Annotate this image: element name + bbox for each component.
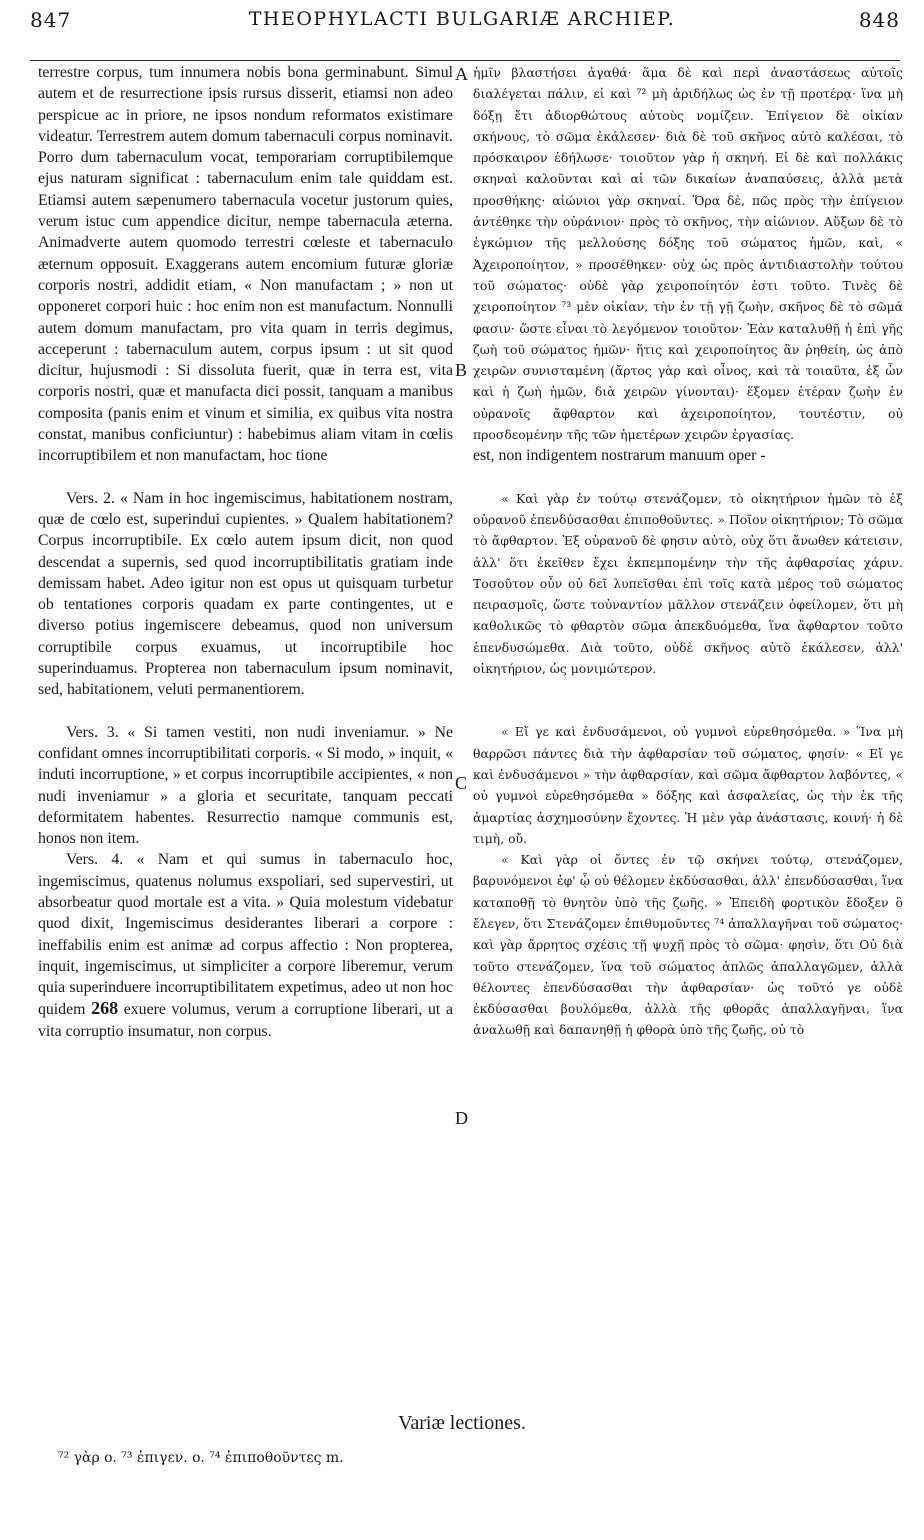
page-number-left: 847 (30, 8, 72, 32)
latin-paragraph-vers-4 (38, 849, 453, 1042)
variant-readings-notes: ⁷² γὰρ o. ⁷³ ἐπιγεν. o. ⁷⁴ ἐπιποθοῦντες m. (58, 1450, 344, 1466)
latin-paragraph-vers-2: Vers. 2. « Nam in hoc ingemiscimus, habitationem nostram, quæ de cœlo est, superindui cupientes. » Qualem habitationem? Corpus incorruptibile. Ex cœlo autem ipsum dicit, non quod descendat a supernis, sed quod incorruptibilitatis gratiam inde demissam habet. Adeo igitur non est opus ut quisquam turbetur ob tentationes corporis quadam ex parte contingentes, ut e diverso potius ingemiscere debeamus, quod non universum corruptibile corpus exuamus, ut incorruptibile hoc superinduamus. Propterea non tabernaculum ipsum nominavit, sed, habitationem, veluti permanentiorem. (38, 489, 453, 699)
running-title: THEOPHYLACTI BULGARIÆ ARCHIEP. (248, 8, 676, 30)
margin-letter-d: D (455, 1108, 468, 1128)
greek-paragraph-3: « Εἴ γε καὶ ἐνδυσάμενοι, οὐ γυμνοὶ εὑρεθησόμεθα. » Ἵνα μὴ θαρρῶσι πάντες διὰ τὴν ἀφθαρσίαν τοῦ σώματος, φησίν· « Εἴ γε καὶ ἐνδυσάμενοι » τὴν ἀφθαρσίαν, καὶ σῶμα ἄφθαρτον λαβόντες, « οὐ γυμνοὶ εὑρεθησόμεθα » δόξης καὶ ἀσφαλείας, ὡς τὴν ἐκ τῆς ἁμαρτίας ἀσχημοσύνην ἔχοντες. Ἡ μὲν γὰρ ἀνάστασις, κοινή· ἡ δὲ τιμὴ, οὔ. (473, 724, 903, 846)
edition-page-number: 268 (91, 998, 119, 1019)
greek-paragraph-4: « Καὶ γὰρ οἱ ὄντες ἐν τῷ σκήνει τούτῳ, στενάζομεν, βαρυνόμενοι ἐφ' ᾧ οὐ θέλομεν ἐκδύσασθαι, ἀλλ' ἐπενδύσασθαι, ἵνα καταποθῇ τὸ θνητὸν ὑπὸ τῆς ζωῆς. » Ἐπειδὴ φορτικὸν ἔδοξεν ὃ ἔλεγεν, ὅτι Στενάζομεν ἐπιθυμοῦντες ⁷⁴ ἀπαλλαγῆναι τοῦ σώματος· καὶ γὰρ ἄρρητος σχέσις τῇ ψυχῇ πρὸς τὸ σῶμα· φησὶν, ὅτι Οὐ διὰ τοῦτο στενάζομεν, ἵνα τοῦ σώματος ἁπλῶς ἀπαλλαγῶμεν, ἀλλὰ θέλοντες ἐπενδύσασθαι τὴν ἀφθαρσίαν· ὡς τοῦτό γε οὐδὲ ἐκδύσασθαι βουλόμεθα, ἀλλὰ τῆς φθορᾶς ἀπαλλαγῆναι, ἵνα ἀναλωθῇ καὶ δαπανηθῇ ἡ φθορὰ ὑπὸ τῆς ζωῆς, οὐ τὸ (473, 852, 903, 1038)
latin-paragraph-vers-4-tail: exuere volumus, verum a corruptione liberari, ut a vita corruptio insumatur, non corpus. (38, 1001, 453, 1040)
header-rule (30, 60, 900, 61)
latin-paragraph-vers-4-text: Vers. 4. « Nam et qui sumus in tabernaculo hoc, ingemiscimus, quatenus nolumus exspoliari, sed supervestiri, ut absorbeatur quod mortale est a vita. » Quia molestum videbatur quod dixit, Ingemiscimus desiderantes liberari a corpore : ineffabilis enim est animæ ad corpus affectio : Non propterea, inquit, ingemiscimus, ut simpliciter a corpore liberemur, verum quia superinduere incorruptibilitatem expetimus, adeo ut non hoc quidem (38, 851, 453, 1019)
margin-letter-a: A (455, 64, 468, 84)
page-header (24, 8, 900, 48)
latin-continuation-line: est, non indigentem nostrarum manuum oper - (473, 447, 766, 465)
latin-paragraph-1: terrestre corpus, tum innumera nobis bona germinabunt. Simul autem et de resurrectione ipsis rursus disserit, etiamsi non adeo perspicue ac in priore, ne ipsos nondum reformatos existimare videatur. Terrestrem autem domum tabernaculi corpus nominavit. Porro dum tabernaculum vocat, temporariam corruptibilemque ejus naturam significat : tabernaculum enim tale quiddam est. Etiamsi autem sæpenumero tabernacula vocetur justorum quies, verum istuc cum appendice dicitur, nempe tabernacula æterna. Animadverte autem quomodo terrestri cœleste et tabernaculo æternum opposuit. Exaggerans autem encomium futuræ gloriæ corporis nostri, addidit etiam, « Non manufactam ; » non ut opponeret corpori huic : hoc enim non est manufactum. Nonnulli autem domum manufactam, pro vita quam in terris degimus, acceperunt : tabernaculum autem, corpus ipsum : ut sit quod dicitur, hujusmodi : Si dissoluta fuerit, quæ in terra est, vita corporis nostri, quæ et manufacta dici possit, tanquam a manibus composita (panis enim et vinum et similia, ex quibus vita nostra constat, manibus conficiuntur) : habebimus aliam vitam in cœlis incorruptibilem et non manufactam, hoc tione (38, 64, 453, 465)
greek-column (473, 62, 903, 1410)
margin-letter-b: B (455, 360, 468, 380)
margin-letter-c: C (455, 773, 468, 793)
latin-paragraph-vers-3: Vers. 3. « Si tamen vestiti, non nudi inveniamur. » Ne confidant omnes incorruptibilitati corporis. « Si modo, » inquit, « induti incorruptione, » et corpus incorruptibile accipientes, « non nudi inveniamur » a gloria et securitate, tanquam peccati deformitatem habentes. Resurrectio namque communis est, honos non item. (38, 723, 453, 848)
greek-paragraph-1: ἡμῖν βλαστήσει ἀγαθά· ἅμα δὲ καὶ περὶ ἀναστάσεως αὐτοῖς διαλέγεται πάλιν, εἰ καὶ ⁷² μὴ ἀριδήλως ὡς ἐν τῇ προτέρᾳ· ἵνα μὴ δόξῃ ἔτι ἀδιορθώτους αὐτοὺς νομίζειν. Ἐπίγειον δὲ οἰκίαν σκήνους, τὸ σῶμα ἐκάλεσεν· διὰ δὲ τοῦ σκῆνος αὐτὸ καλέσαι, τὸ πρόσκαιρον ἐδήλωσε· τοιοῦτον γὰρ ἡ σκηνή. Εἰ δὲ καὶ πολλάκις σκηναὶ καλοῦνται καὶ αἱ τῶν δικαίων ἀναπαύσεις, ἀλλὰ μετὰ προσθήκης· αἰώνιοι γὰρ σκηναί. Ὅρα δὲ, πῶς πρὸς τὴν ἐπίγειον ἀντέθηκε τὴν οὐράνιον· πρὸς τὸ σκῆνος, τὴν αἰώνιον. Αὔξων δὲ τὸ ἐγκώμιον τῆς μελλούσης δόξης τοῦ σώματος ἡμῶν, καὶ, « Ἀχειροποίητον, » προσέθηκεν· οὐχ ὡς πρὸς ἀντιδιαστολὴν τούτου τοῦ σώματος· οὐδὲ γὰρ χειροποίητόν ἐστι τοῦτο. Τινὲς δὲ χειροποίητον ⁷³ μὲν οἰκίαν, τὴν ἐν τῇ γῇ ζωὴν, σκῆνος δὲ τὸ σῶμά φασιν· ὥστε εἶναι τὸ λεγόμενον τοιοῦτον· Ἐὰν καταλυθῇ ἡ ἐπὶ γῆς ζωὴ τοῦ σώματος ἡμῶν· ἥτις καὶ χειροποίητος ἂν ῥηθείη, ὡς ἀπὸ χειρῶν συνισταμένη (ἄρτος γὰρ καὶ οἶνος, καὶ τὰ τοιαῦτα, ἐξ ὧν καὶ ἡ ζωὴ ἡμῶν, διὰ χειρῶν γίνονται)· ἕξομεν ἑτέραν ζωὴν ἐν οὐρανοῖς ἄφθαρτον καὶ ἀχειροποίητον, τουτέστιν, οὐ προσδεομένην τῆς τῶν ἡμετέρων χειρῶν ἐργασίας. (473, 65, 903, 443)
page-number-right: 848 (858, 8, 900, 32)
greek-paragraph-2: « Καὶ γὰρ ἐν τούτῳ στενάζομεν, τὸ οἰκητήριον ἡμῶν τὸ ἐξ οὐρανοῦ ἐπενδύσασθαι ἐπιποθοῦντες. » Ποῖον οἰκητήριον; Τὸ σῶμα τὸ ἄφθαρτον. Ἐξ οὐρανοῦ δὲ φησιν αὐτὸ, οὐχ ὅτι ἄνωθεν κάτεισιν, ἀλλ' ὅτι ἐκεῖθεν ἔχει ἐκπεμπομένην τὴν τῆς ἀφθαρσίας χάριν. Τοσοῦτον οὖν οὐ δεῖ λυπεῖσθαι ἐπὶ τοῖς κατὰ μέρος τοῦ σώματος πειρασμοῖς, ὥστε τοὐναντίον μᾶλλον στενάζειν ὀφείλομεν, ὅτι μὴ καθολικῶς τὸ φθαρτὸν σῶμα ἀπεκδυόμεθα, ἵνα ἄφθαρτον τοῦτο ἐπενδυσώμεθα. Διὰ τοῦτο, οὐδὲ σκῆνος αὐτὸ ἐκάλεσεν, ἀλλ' οἰκητήριον, ὡς μονιμώτερον. (473, 490, 903, 677)
latin-column (38, 62, 453, 1410)
variae-lectiones-title: Variæ lectiones. (398, 1412, 526, 1434)
